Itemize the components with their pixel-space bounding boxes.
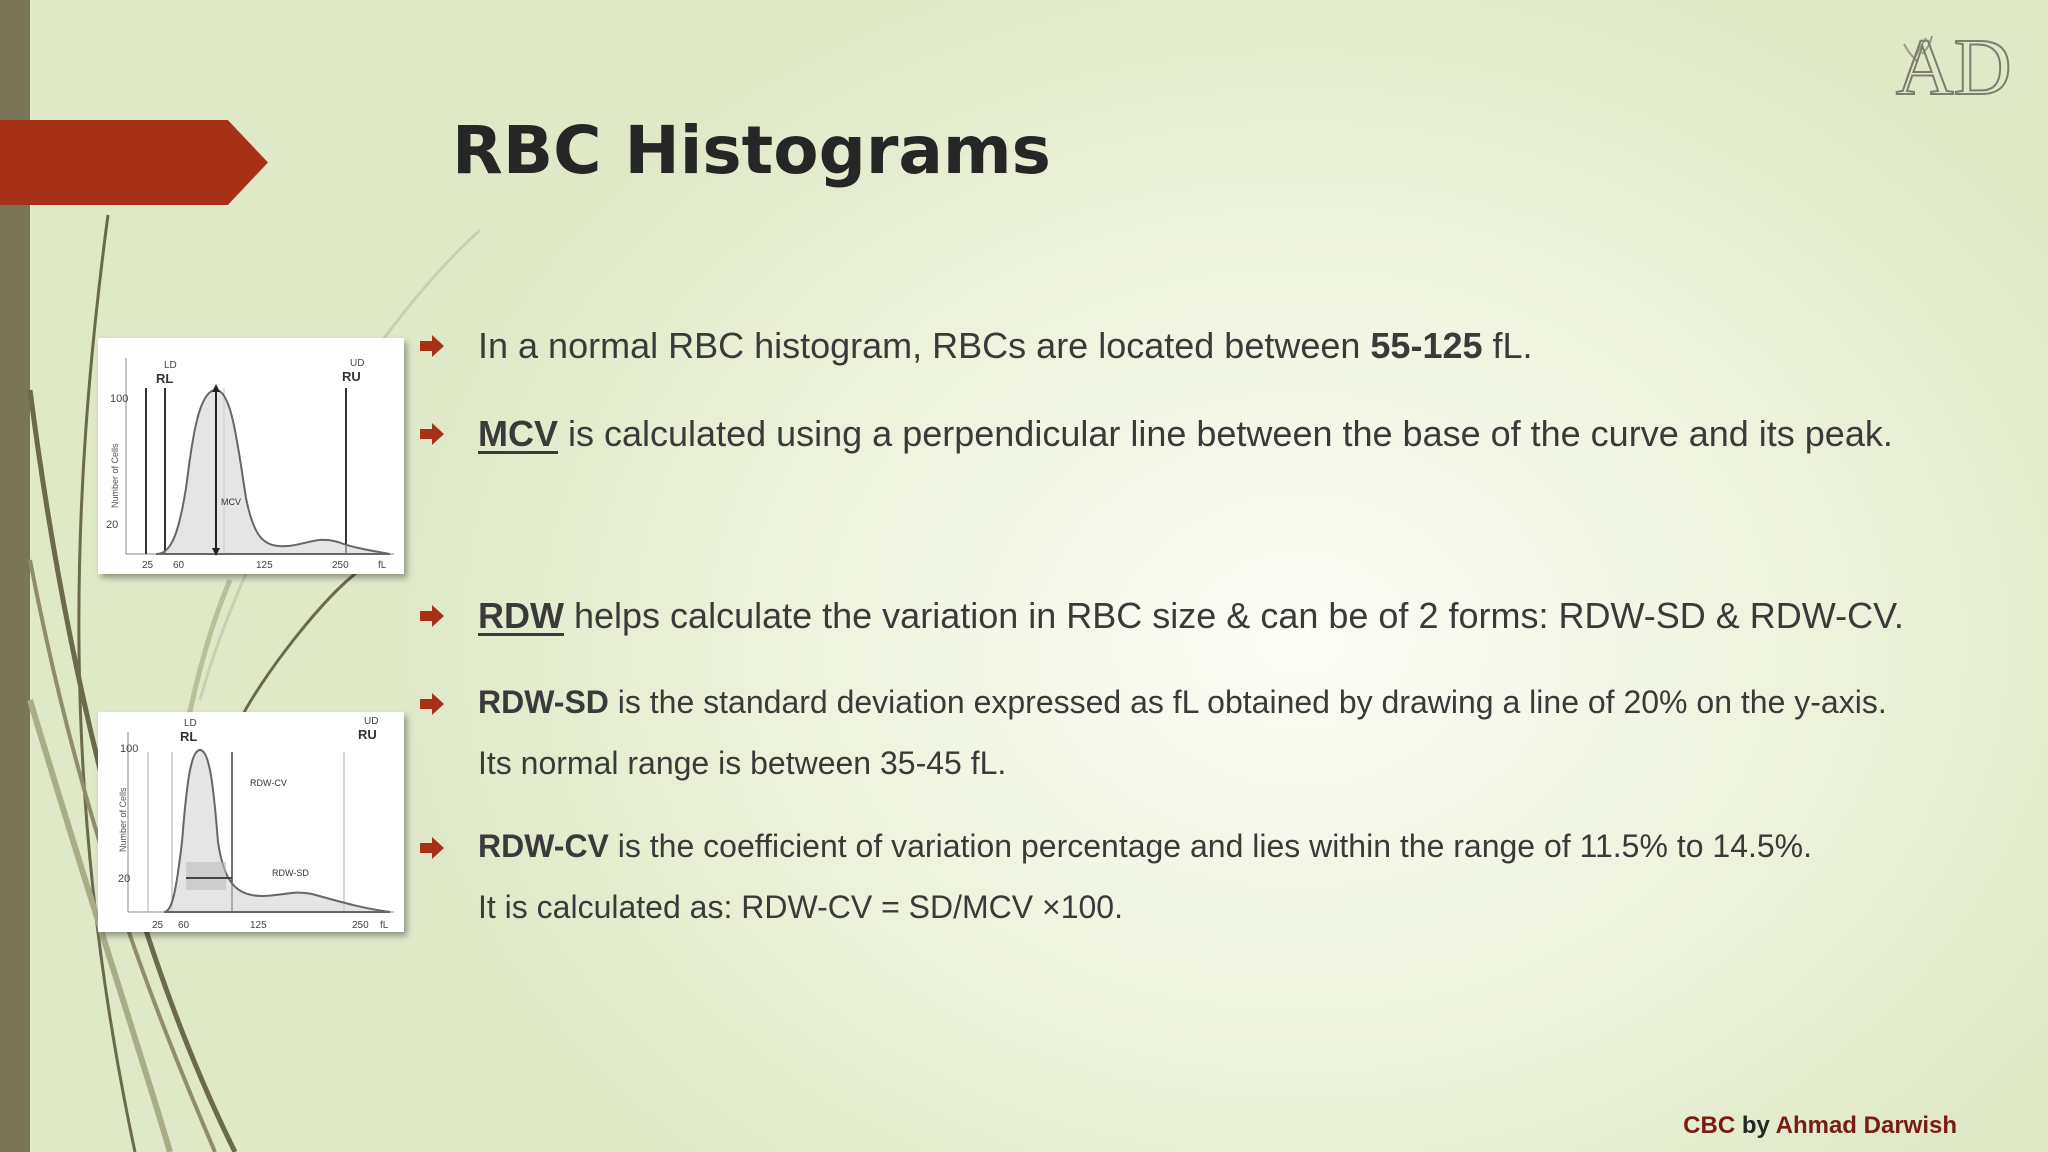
x-tick-60: 60 [178, 920, 190, 931]
mcv-annotation: MCV [221, 497, 241, 507]
bullet-rdw-sd: RDW-SD is the standard deviation expressed as fL obtained by drawing a line of 20% on the y-axis. Its normal range is between 35-45 fL. [418, 672, 2018, 794]
x-tick-unit: fL [378, 560, 387, 571]
bullet-rdw-cv: RDW-CV is the coefficient of variation percentage and lies within the range of 11.5% to 14.5%. It is calculated as: RDW-CV = SD/MCV ×100. [418, 816, 2018, 938]
y-tick-20: 20 [106, 519, 119, 531]
arrow-bullet-icon [418, 602, 446, 630]
ud-label: UD [364, 716, 379, 727]
rl-label: RL [156, 371, 174, 386]
y-axis-label: Number of Cells [110, 443, 120, 508]
ru-label: RU [342, 369, 361, 384]
y-tick-100: 100 [120, 743, 139, 755]
y-tick-20: 20 [118, 873, 131, 885]
y-tick-100: 100 [110, 393, 129, 405]
logo-letters: AD [1896, 24, 2012, 102]
arrow-bullet-icon [418, 420, 446, 448]
x-tick-250: 250 [352, 920, 369, 931]
bullet-normal-range: In a normal RBC histogram, RBCs are located between 55-125 fL. [418, 324, 2018, 368]
x-tick-125: 125 [256, 560, 273, 571]
y-axis-label: Number of Cells [118, 787, 128, 852]
rl-label: RL [180, 729, 198, 744]
bullet-rdw: RDW helps calculate the variation in RBC size & can be of 2 forms: RDW-SD & RDW-CV. [418, 594, 2018, 638]
ld-label: LD [164, 360, 177, 371]
ld-label: LD [184, 718, 197, 729]
mcv-histogram-figure [98, 338, 404, 574]
ud-label: UD [350, 358, 365, 369]
x-tick-25: 25 [142, 560, 154, 571]
rdw-histogram-figure [98, 712, 404, 932]
rdw-sd-annotation: RDW-SD [272, 868, 309, 878]
slide-title: RBC Histograms [452, 112, 1051, 189]
x-tick-60: 60 [173, 560, 185, 571]
arrow-bullet-icon [418, 834, 446, 862]
arrow-bullet-icon [418, 332, 446, 360]
title-accent-arrow [0, 120, 268, 205]
ru-label: RU [358, 727, 377, 742]
bullet-mcv: MCV is calculated using a perpendicular line between the base of the curve and its peak. [418, 412, 2018, 456]
monogram-logo-icon [1888, 22, 2028, 102]
x-tick-unit: fL [380, 920, 389, 931]
x-tick-25: 25 [152, 920, 164, 931]
slide-footer: CBC by Ahmad Darwish [1683, 1112, 1957, 1139]
x-tick-125: 125 [250, 920, 267, 931]
rdw-cv-annotation: RDW-CV [250, 778, 287, 788]
arrow-bullet-icon [418, 690, 446, 718]
x-tick-250: 250 [332, 560, 349, 571]
